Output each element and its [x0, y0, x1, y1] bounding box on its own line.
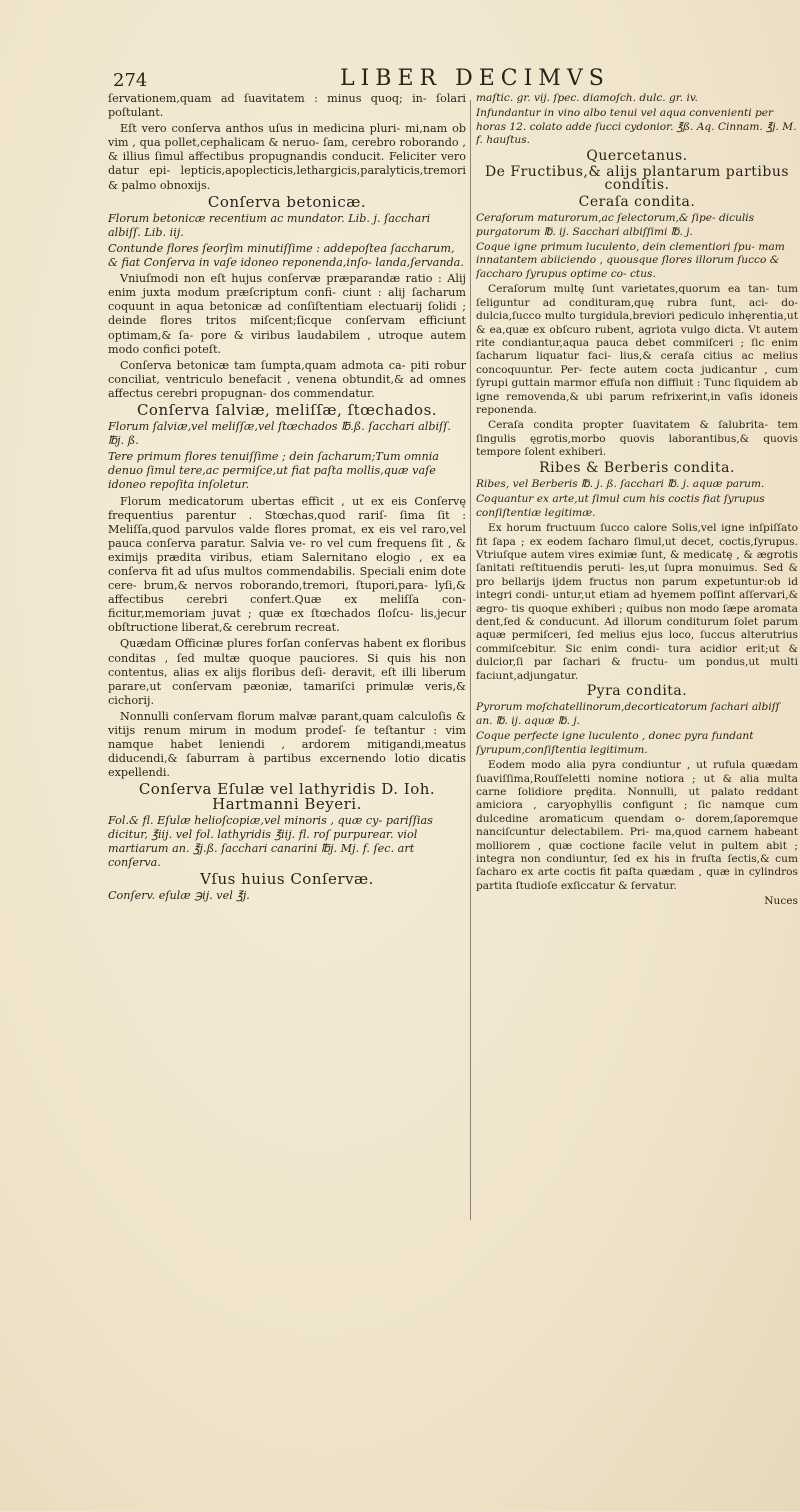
- body-paragraph: Vniuſmodi non eſt hujus conſervæ præparandæ ratio : Alij enim juxta modum præſcriptum confi- ciunt : alij ſacharum coquunt in aqua betonicæ ad conſiſtentiam electuarij ſolidi ; deinde flores tritos miſcent;ſicque conſervam efficiunt optimam,& ſa- pore & viribus laudabilem , utroque autem modo confici poteſt.: [108, 272, 466, 356]
- recipe-block: Pyrorum moſchatellinorum,decorticatorum ſachari albiſſ an. ℔. ij. aquæ ℔. j.: [476, 701, 780, 727]
- right-column: [476, 92, 798, 1512]
- recipe-block: Ribes, vel Berberis ℔. j. ß. ſacchari ℔. j. aquæ parum.: [476, 477, 765, 490]
- recipe-block: Florum ſalviæ,vel meliſſæ,vel ſtœchados ℔.ß. ſacchari albiſſ. ℔j. ß.: [108, 420, 451, 448]
- recipe-block: Ceraſorum maturorum,ac ſelectorum,& ſipe- diculis purgatorum ℔. ij. Sacchari albiſſimi ℔. j.: [476, 212, 755, 238]
- recipe-block: maſtic. gr. vij. ſpec. diamoſch. dulc. gr. iv.: [476, 92, 698, 104]
- page-number: 274: [113, 70, 148, 91]
- recipe-block: Fol.& fl. Eſulæ helioſcopiæ,vel minoris , quæ cy- pariſſias dicitur, ℥iij. vel fol. lathyridis ℥iij. fl. roſ purpurear. viol martiarum an. ℥j.ß. ſacchari canarini ℔j. Mj. f. ſec. art conſerva.: [108, 813, 433, 869]
- section-heading: Conſerva Eſulæ vel lathyridis D. Ioh. Hartmanni Beyeri.: [138, 780, 436, 813]
- body-paragraph: Eodem modo alia pyra condiuntur , ut rufula quædam ſuaviſſima,Rouſſeletti nomine notiora ; ut & alia multa carne ſolidiore prędita. Nonnulli, ut palato reddant amiciora , caryophyllis configunt ; ſic namque cum dulcedine aromaticum quendam o- dorem,ſaporemque nanciſcuntur delectabilem. Pri- ma,quod carnem habeant molliorem , quæ coctione facile velut in pultem abit ; integra non condiuntur, ſed ex his in fruſta ſectis,& cum ſacharo ex arte coctis fit paſta quædam , quæ in cylindros partita ſtudioſe exſiccatur & ſervatur.: [476, 759, 798, 892]
- left-column: [108, 92, 466, 1242]
- recipe-block: Florum betonicæ recentium ac mundator. Lib. j. ſacchari albiſſ. Lib. iij.: [108, 211, 431, 239]
- section-heading: De Fructibus,& alijs plantarum partibus conditis.: [484, 164, 790, 194]
- body-paragraph: ſervationem,quam ad ſuavitatem : minus quoq; in- ſolari poſtulant.: [108, 92, 466, 120]
- recipe-block: Coque igne primum luculento, dein clementiori ſpu- mam innatantem abiiciendo , quousque ſlores illorum ſucco & ſaccharo ſyrupus optime co- ctus.: [476, 241, 785, 280]
- section-heading: Conſerva ſalviæ, meliſſæ, ſtœchados.: [136, 400, 438, 419]
- body-paragraph: Conſerva betonicæ tam ſumpta,quam admota ca- piti robur conciliat, ventriculo benefacit , venena obtundit,& ad omnes affectus cerebri propugnan- dos commendatur.: [108, 358, 466, 400]
- catchword: Nuces: [764, 895, 798, 908]
- body-paragraph: Nonnulli conſervam florum malvæ parant,quam calculoſis & vitijs renum mirum in modum prodeſ- ſe teſtantur : vim namque habet leniendi , ardorem mitigandi,meatus diducendi,& ſaburram à partibus excernendo lotio dicatis expellendi.: [108, 709, 466, 780]
- section-heading: Vſus huius Conſervæ.: [200, 869, 374, 888]
- body-paragraph: Ceraſorum multę ſunt varietates,quorum ea tan- tum ſeliguntur ad condituram,quę rubra ſunt, aci- do-dulcia,ſucco multo turgidula,breviori pediculo inhęrentia,ut & ea,quæ ex obſcuro rubent, agriota vulgo dicta. Vt autem rite condiantur,aqua pauca debet commiſceri ; ſic enim ſacharum liquatur faci- lius,& ceraſa citius ac melius concoquuntur. Per- fecte autem cocta judicantur , cum ſyrupi guttain marmor effuſa non diffluit : Tunc ſiquidem ab igne removenda,& ubi parum refrixerint,in vaſis idoneis reponenda.: [476, 283, 798, 416]
- running-title: LIBER DECIMVS: [340, 66, 610, 91]
- section-heading: Pyra condita.: [586, 683, 688, 700]
- section-heading: Ribes & Berberis condita.: [539, 459, 735, 476]
- recipe-block: Contunde flores ſeorſim minutiſſime : addepoſtea ſaccharum, & fiat Conſerva in vaſe idoneo reponenda,inſo- landa,ſervanda.: [108, 241, 464, 270]
- recipe-block: Coquantur ex arte,ut ſimul cum his coctis fiat ſyrupus conſiſtentiæ legitimæ.: [476, 493, 765, 519]
- recipe-block: Coque perfecte igne luculento , donec pyra fundant ſyrupum,conſiſtentia legitimum.: [476, 730, 754, 756]
- section-heading: Ceraſa condita.: [578, 193, 696, 210]
- body-paragraph: Ceraſa condita propter ſuavitatem & ſalubrita- tem ſingulis ęgrotis,morbo quovis laborantibus,& quovis tempore ſolent exhiberi.: [476, 419, 798, 459]
- body-paragraph: Ex horum fructuum ſucco calore Solis,vel igne inſpiſſato fit ſapa ; ex eodem ſacharo ſimul,ut decet, coctis,ſyrupus. Vtriuſque autem vires eximiæ ſunt, & medicatę , & ægrotis ſanitati reſtituendis peruti- les,ut ſupra monuimus. Sed & pro bellarijs ijdem fructus non parum expetuntur:ob id integri condi- untur,ut etiam ad hyemem poſſint aſſervari,& ægro- tis quoque exhiberi ; quibus non modo ſæpe aromata dent,ſed & conducunt. Ad illorum conditurum ſolet parum aquæ permiſceri, ſed melius ejus loco, ſuccus alterutrius commiſcebitur. Sic enim condi- tura acidior erit;ut & dulcior,ſi par ſachari & fructu- um pondus,ut multi faciunt,adjungatur.: [476, 522, 798, 682]
- recipe-block: Tere primum flores tenuiſſime ; dein ſacharum;Tum omnia denuo ſimul tere,ac permiſce,ut fiat paſta mollis,quæ vaſe idoneo repoſita inſoletur.: [108, 450, 439, 492]
- body-paragraph: Florum medicatorum ubertas efficit , ut ex eis Conſervę frequentius parentur . Stœchas,quod rariſ- ſima ſit : Meliſſa,quod parvulos valde flores promat, ex eis vel raro,vel pauca conſerva paratur. Salvia ve- ro vel cum frequens ſit , & eximijs prædita viribus, etiam Salernitano elogio , ex ea conſerva fit ad uſus multos commendabilis. Speciali enim dote cere- brum,& nervos roborando,tremori, ſtupori,para- lyſi,& affectibus cerebri confert.Quæ ex meliſſa con- ficitur,memoriam juvat ; quæ ex ſtœchados ſloſcu- lis,jecur obſtructione liberat,& cerebrum recreat.: [108, 494, 466, 635]
- recipe-block: Conſerv. eſulæ ℈ij. vel ℥j.: [108, 889, 250, 903]
- column-divider: [470, 100, 471, 1220]
- section-heading: Conſerva betonicæ.: [207, 192, 367, 211]
- body-paragraph: Eſt vero conſerva anthos uſus in medicina pluri- mi,nam ob vim , qua pollet,cephalicam & neruo- ſam, cerebro roborando , & illius ſimul affectibus propugnandis conducit. Feliciter vero datur epi- lepticis,apoplecticis,lethargicis,paralyticis,tremori & palmo obnoxijs.: [108, 122, 466, 192]
- section-heading: Quercetanus.: [586, 147, 688, 164]
- body-paragraph: Quædam Officinæ plures forſan conſervas habent ex floribus conditas , ſed multæ quoque pauciores. Si quis his non contentus, alias ex alijs floribus deſi- deravit, eſt illi liberum parare,ut conſervam pæoniæ, tamariſci primulæ veris,& cichorij.: [108, 637, 466, 707]
- recipe-block: Infundantur in vino albo tenui vel aqua convenienti per horas 12. colato adde ſucci cydonior. ℥ß. Aq. Cinnam. ℥j. M. f. hauſtus.: [476, 107, 797, 147]
